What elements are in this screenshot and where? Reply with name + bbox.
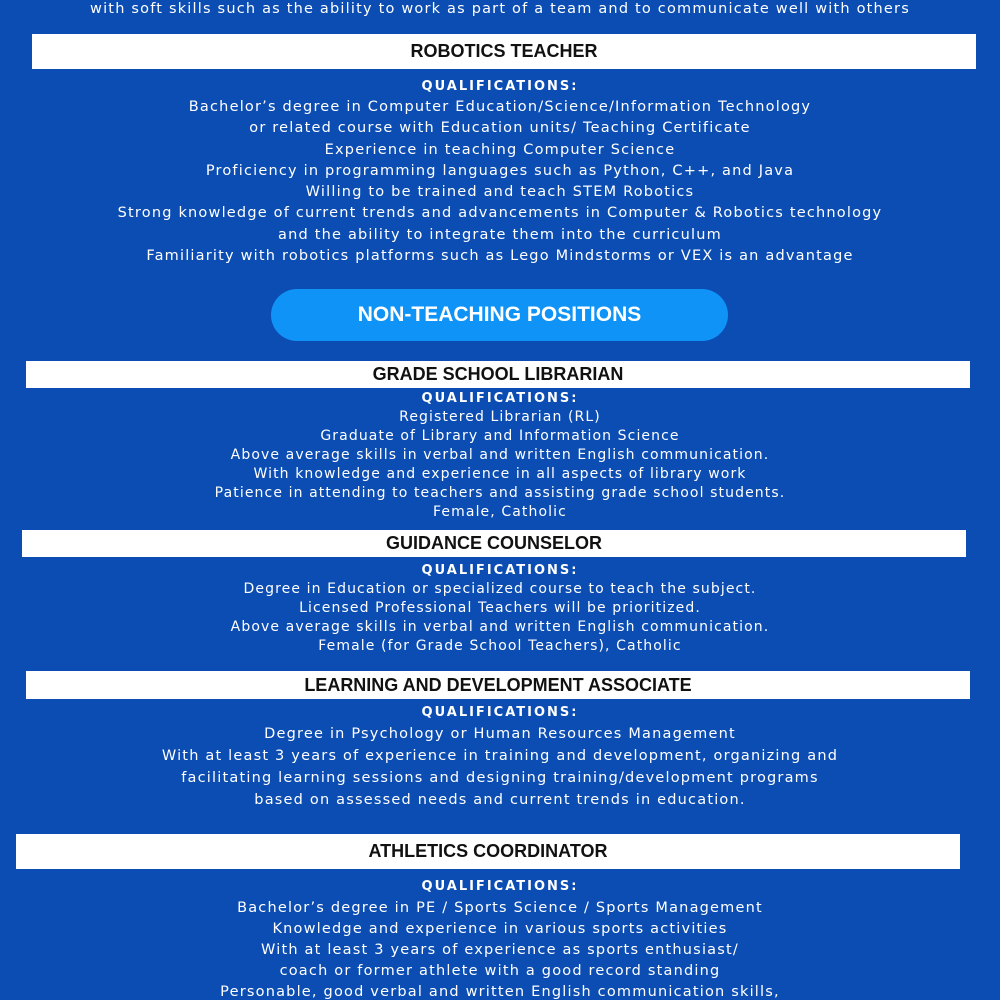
robotics-qualifications-label: QUALIFICATIONS: [421, 79, 579, 94]
athletics-qualification-line: Personable, good verbal and written English communication skills, [220, 984, 780, 1000]
robotics-qualification-line: Bachelor’s degree in Computer Education/Science/Information Technology [188, 99, 812, 115]
robotics-qualification-line: and the ability to integrate them into the curriculum [278, 227, 722, 243]
ld-qualification-line: facilitating learning sessions and designing training/development programs [181, 770, 819, 786]
ld-qualifications-label: QUALIFICATIONS: [421, 705, 579, 720]
librarian-title: GRADE SCHOOL LIBRARIAN [26, 361, 970, 388]
athletics-qualification-line: coach or former athlete with a good record standing [279, 963, 721, 979]
robotics-qualification-line: Experience in teaching Computer Science [324, 142, 676, 158]
intro-text: with soft skills such as the ability to work as part of a team and to communicate well with others [90, 1, 910, 17]
librarian-qualification-line: Patience in attending to teachers and assisting grade school students. [214, 485, 786, 501]
robotics-qualification-line: or related course with Education units/ Teaching Certificate [249, 120, 751, 136]
librarian-qualification-line: Female, Catholic [433, 504, 567, 520]
ld-qualification-line: With at least 3 years of experience in training and development, organizing and [161, 748, 839, 764]
robotics-qualification-line: Strong knowledge of current trends and advancements in Computer & Robotics technology [117, 205, 883, 221]
counselor-qualification-line: Licensed Professional Teachers will be prioritized. [299, 600, 701, 616]
robotics-teacher-title: ROBOTICS TEACHER [32, 34, 976, 69]
non-teaching-positions-heading: NON-TEACHING POSITIONS [271, 289, 728, 341]
ld-qualification-line: based on assessed needs and current trends in education. [254, 792, 746, 808]
librarian-qualification-line: With knowledge and experience in all aspects of library work [253, 466, 747, 482]
guidance-counselor-title: GUIDANCE COUNSELOR [22, 530, 966, 557]
robotics-qualification-line: Proficiency in programming languages such as Python, C++, and Java [205, 163, 795, 179]
athletics-coordinator-title: ATHLETICS COORDINATOR [16, 834, 960, 869]
counselor-qualification-line: Female (for Grade School Teachers), Catholic [318, 638, 682, 654]
counselor-qualifications-label: QUALIFICATIONS: [421, 563, 579, 578]
athletics-qualifications-label: QUALIFICATIONS: [421, 879, 579, 894]
librarian-qualification-line: Above average skills in verbal and written English communication. [230, 447, 770, 463]
counselor-qualification-line: Degree in Education or specialized course to teach the subject. [243, 581, 757, 597]
counselor-qualification-line: Above average skills in verbal and written English communication. [230, 619, 770, 635]
athletics-qualification-line: With at least 3 years of experience as sports enthusiast/ [261, 942, 739, 958]
ld-associate-title: LEARNING AND DEVELOPMENT ASSOCIATE [26, 671, 970, 699]
athletics-qualification-line: Knowledge and experience in various sports activities [272, 921, 728, 937]
ld-qualification-line: Degree in Psychology or Human Resources Management [264, 726, 736, 742]
librarian-qualification-line: Graduate of Library and Information Science [320, 428, 680, 444]
librarian-qualifications-label: QUALIFICATIONS: [421, 391, 579, 406]
athletics-qualification-line: Bachelor’s degree in PE / Sports Science / Sports Management [237, 900, 763, 916]
robotics-qualification-line: Familiarity with robotics platforms such as Lego Mindstorms or VEX is an advantage [146, 248, 854, 264]
robotics-qualification-line: Willing to be trained and teach STEM Robotics [305, 184, 695, 200]
librarian-qualification-line: Registered Librarian (RL) [399, 409, 601, 425]
